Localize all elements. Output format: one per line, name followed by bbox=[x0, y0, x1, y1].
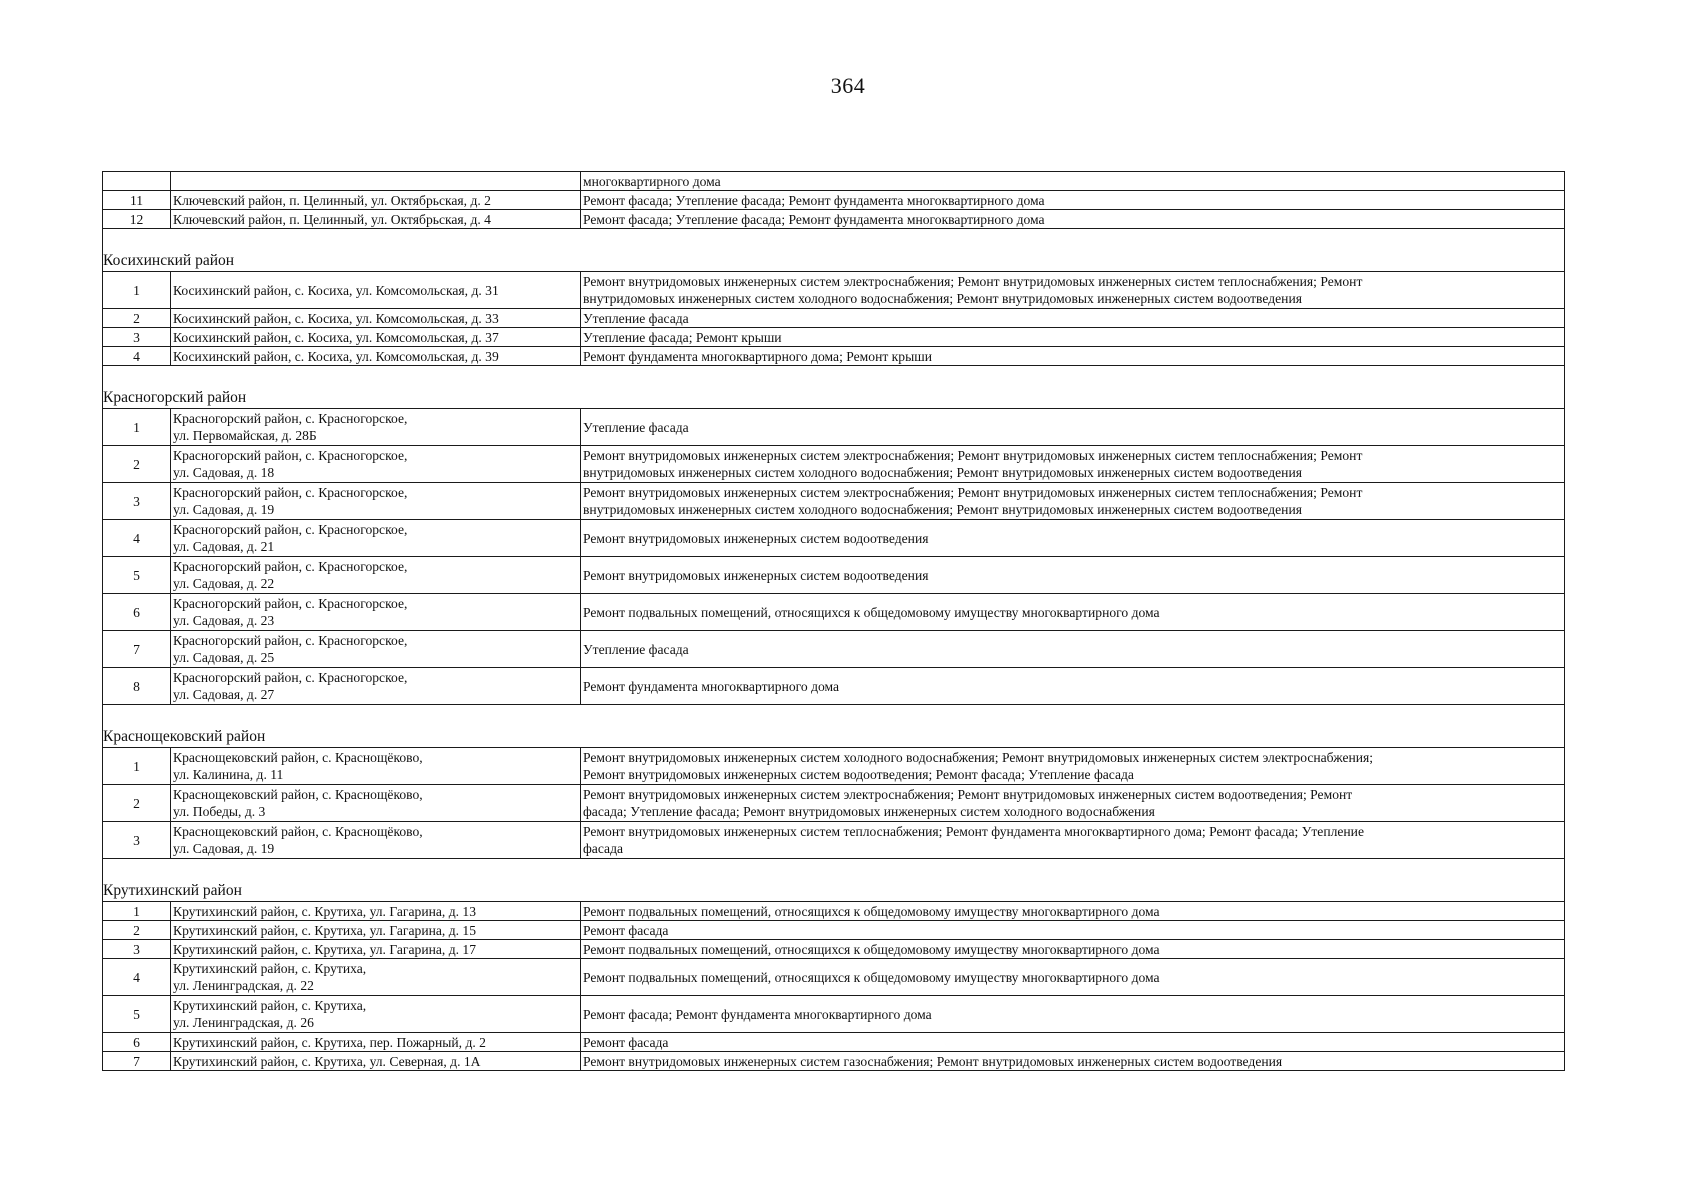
section-title: Краснощековский район bbox=[103, 728, 266, 745]
address-line: Красногорский район, с. Красногорское, bbox=[173, 448, 408, 463]
row-number-cell: 12 bbox=[103, 210, 171, 229]
row-number-cell: 2 bbox=[103, 785, 171, 822]
row-number-cell: 1 bbox=[103, 902, 171, 921]
address-line: Краснощековский район, с. Краснощёково, bbox=[173, 787, 423, 802]
address-cell bbox=[171, 631, 581, 668]
work-cell bbox=[581, 959, 1565, 996]
table-row bbox=[103, 822, 1565, 859]
address-line: Крутихинский район, с. Крутиха, bbox=[173, 998, 367, 1013]
address-line: Краснощековский район, с. Краснощёково, bbox=[173, 750, 423, 765]
table-row bbox=[103, 483, 1565, 520]
table-row bbox=[103, 668, 1565, 705]
table-row bbox=[103, 309, 1565, 328]
address-line: Красногорский район, с. Красногорское, bbox=[173, 411, 408, 426]
table-row bbox=[103, 272, 1565, 309]
work-line: внутридомовых инженерных систем холодного водоснабжения; Ремонт внутридомовых инженерных систем водоотведения bbox=[583, 502, 1302, 517]
address-line: ул. Первомайская, д. 28Б bbox=[173, 428, 317, 443]
row-number-cell: 7 bbox=[103, 1052, 171, 1071]
work-cell bbox=[581, 668, 1565, 705]
work-line: Утепление фасада; Ремонт крыши bbox=[583, 329, 782, 345]
row-number-cell bbox=[103, 172, 171, 191]
address-line: Ключевский район, п. Целинный, ул. Октябрьская, д. 2 bbox=[173, 192, 491, 208]
address-line: Крутихинский район, с. Крутиха, ул. Гагарина, д. 13 bbox=[173, 903, 477, 919]
address-cell bbox=[171, 191, 581, 210]
address-line: ул. Садовая, д. 23 bbox=[173, 613, 275, 628]
work-line: Ремонт фасада bbox=[583, 1034, 669, 1050]
row-number-cell: 3 bbox=[103, 483, 171, 520]
row-number-cell: 1 bbox=[103, 409, 171, 446]
section-title: Красногорский район bbox=[103, 389, 247, 406]
table-row bbox=[103, 191, 1565, 210]
table-row bbox=[103, 520, 1565, 557]
row-number-cell: 11 bbox=[103, 191, 171, 210]
address-cell bbox=[171, 996, 581, 1033]
work-cell bbox=[581, 748, 1565, 785]
table-body bbox=[103, 172, 1565, 1071]
work-line: Ремонт внутридомовых инженерных систем газоснабжения; Ремонт внутридомовых инженерных систем водоотведения bbox=[583, 1053, 1283, 1069]
address-line: Крутихинский район, с. Крутиха, bbox=[173, 961, 367, 976]
table-row bbox=[103, 347, 1565, 366]
table-row bbox=[103, 594, 1565, 631]
row-number-cell: 8 bbox=[103, 668, 171, 705]
address-line: ул. Калинина, д. 11 bbox=[173, 767, 284, 782]
section-header-row bbox=[103, 229, 1565, 272]
address-line: Ключевский район, п. Целинный, ул. Октябрьская, д. 4 bbox=[173, 211, 491, 227]
work-line: Ремонт внутридомовых инженерных систем электроснабжения; Ремонт внутридомовых инженерных систем водоотведения; Ремонт bbox=[583, 787, 1353, 802]
address-cell bbox=[171, 446, 581, 483]
work-cell bbox=[581, 822, 1565, 859]
work-line: Ремонт фундамента многоквартирного дома; Ремонт крыши bbox=[583, 348, 932, 364]
address-line: Краснощековский район, с. Краснощёково, bbox=[173, 824, 423, 839]
address-cell bbox=[171, 785, 581, 822]
work-cell bbox=[581, 594, 1565, 631]
work-line: Ремонт фасада; Утепление фасада; Ремонт фундамента многоквартирного дома bbox=[583, 211, 1045, 227]
table-row bbox=[103, 328, 1565, 347]
address-line: Красногорский район, с. Красногорское, bbox=[173, 559, 408, 574]
work-line: Ремонт подвальных помещений, относящихся к общедомовому имуществу многоквартирного дома bbox=[583, 941, 1160, 957]
work-line: фасада bbox=[583, 841, 624, 856]
address-line: Крутихинский район, с. Крутиха, ул. Северная, д. 1А bbox=[173, 1053, 481, 1069]
address-line: ул. Садовая, д. 25 bbox=[173, 650, 275, 665]
work-cell bbox=[581, 272, 1565, 309]
address-line: ул. Садовая, д. 19 bbox=[173, 841, 275, 856]
page-number: 364 bbox=[830, 73, 866, 98]
address-line: ул. Садовая, д. 22 bbox=[173, 576, 275, 591]
address-line: Косихинский район, с. Косиха, ул. Комсомольская, д. 33 bbox=[173, 310, 499, 326]
address-line: ул. Ленинградская, д. 26 bbox=[173, 1015, 314, 1030]
section-title: Крутихинский район bbox=[103, 882, 242, 899]
address-cell bbox=[171, 822, 581, 859]
work-line: Ремонт фасада bbox=[583, 922, 669, 938]
row-number-cell: 6 bbox=[103, 1033, 171, 1052]
row-number-cell: 3 bbox=[103, 940, 171, 959]
address-cell bbox=[171, 959, 581, 996]
row-number-cell: 6 bbox=[103, 594, 171, 631]
work-cell bbox=[581, 631, 1565, 668]
row-number-cell: 2 bbox=[103, 921, 171, 940]
work-line: Ремонт подвальных помещений, относящихся к общедомовому имуществу многоквартирного дома bbox=[583, 969, 1160, 985]
section-header-cell bbox=[103, 859, 1565, 902]
table-row bbox=[103, 210, 1565, 229]
address-line: Красногорский район, с. Красногорское, bbox=[173, 596, 408, 611]
row-number-cell: 5 bbox=[103, 557, 171, 594]
table-row bbox=[103, 557, 1565, 594]
address-cell bbox=[171, 1052, 581, 1071]
address-line: Красногорский район, с. Красногорское, bbox=[173, 670, 408, 685]
address-cell bbox=[171, 309, 581, 328]
address-line: Косихинский район, с. Косиха, ул. Комсомольская, д. 37 bbox=[173, 329, 499, 345]
address-cell bbox=[171, 921, 581, 940]
address-cell bbox=[171, 347, 581, 366]
work-line: Ремонт внутридомовых инженерных систем водоотведения; Ремонт фасада; Утепление фасада bbox=[583, 767, 1134, 782]
row-number-cell: 3 bbox=[103, 328, 171, 347]
work-line: Утепление фасада bbox=[583, 419, 689, 435]
table-row bbox=[103, 996, 1565, 1033]
work-line: Ремонт внутридомовых инженерных систем водоотведения bbox=[583, 530, 929, 546]
address-cell bbox=[171, 328, 581, 347]
address-cell bbox=[171, 748, 581, 785]
row-number-cell: 4 bbox=[103, 347, 171, 366]
section-header-row bbox=[103, 705, 1565, 748]
work-cell bbox=[581, 347, 1565, 366]
address-line: Косихинский район, с. Косиха, ул. Комсомольская, д. 31 bbox=[173, 282, 499, 298]
address-line: Красногорский район, с. Красногорское, bbox=[173, 633, 408, 648]
work-line: Ремонт внутридомовых инженерных систем теплоснабжения; Ремонт фундамента многоквартирного дома; Ремонт фасада; Утепление bbox=[583, 824, 1364, 839]
work-cell bbox=[581, 1052, 1565, 1071]
address-cell bbox=[171, 409, 581, 446]
work-line: Ремонт внутридомовых инженерных систем электроснабжения; Ремонт внутридомовых инженерных систем теплоснабжения; Ремонт bbox=[583, 485, 1363, 500]
table-row bbox=[103, 940, 1565, 959]
address-cell bbox=[171, 272, 581, 309]
table-row bbox=[103, 1052, 1565, 1071]
row-number-cell: 5 bbox=[103, 996, 171, 1033]
work-line: Ремонт фасада; Утепление фасада; Ремонт фундамента многоквартирного дома bbox=[583, 192, 1045, 208]
row-number-cell: 2 bbox=[103, 309, 171, 328]
section-header-cell bbox=[103, 366, 1565, 409]
table-row bbox=[103, 902, 1565, 921]
address-line: ул. Садовая, д. 19 bbox=[173, 502, 275, 517]
continuation-row bbox=[103, 172, 1565, 191]
address-line: Крутихинский район, с. Крутиха, ул. Гагарина, д. 15 bbox=[173, 922, 477, 938]
work-cell bbox=[581, 409, 1565, 446]
table-row bbox=[103, 748, 1565, 785]
work-cell bbox=[581, 210, 1565, 229]
address-line: Красногорский район, с. Красногорское, bbox=[173, 522, 408, 537]
work-line: Ремонт фундамента многоквартирного дома bbox=[583, 678, 840, 694]
work-cell bbox=[581, 328, 1565, 347]
row-number-cell: 7 bbox=[103, 631, 171, 668]
row-number-cell: 4 bbox=[103, 959, 171, 996]
row-number-cell: 1 bbox=[103, 748, 171, 785]
work-line: Ремонт фасада; Ремонт фундамента многоквартирного дома bbox=[583, 1006, 932, 1022]
table-row bbox=[103, 921, 1565, 940]
row-number-cell: 4 bbox=[103, 520, 171, 557]
section-header-cell bbox=[103, 229, 1565, 272]
work-cell bbox=[581, 921, 1565, 940]
address-cell bbox=[171, 483, 581, 520]
address-line: ул. Садовая, д. 18 bbox=[173, 465, 275, 480]
table-row bbox=[103, 631, 1565, 668]
work-line: Ремонт подвальных помещений, относящихся к общедомовому имуществу многоквартирного дома bbox=[583, 903, 1160, 919]
address-line: ул. Садовая, д. 27 bbox=[173, 687, 275, 702]
table-row bbox=[103, 1033, 1565, 1052]
work-cell bbox=[581, 309, 1565, 328]
work-line: фасада; Утепление фасада; Ремонт внутридомовых инженерных систем холодного водоснабжения bbox=[583, 804, 1155, 819]
address-line: Косихинский район, с. Косиха, ул. Комсомольская, д. 39 bbox=[173, 348, 499, 364]
work-line: Ремонт внутридомовых инженерных систем электроснабжения; Ремонт внутридомовых инженерных систем теплоснабжения; Ремонт bbox=[583, 448, 1363, 463]
work-cell bbox=[581, 483, 1565, 520]
work-cell bbox=[581, 1033, 1565, 1052]
work-cell bbox=[581, 996, 1565, 1033]
address-cell bbox=[171, 668, 581, 705]
work-cell bbox=[581, 191, 1565, 210]
address-cell bbox=[171, 902, 581, 921]
address-line: Крутихинский район, с. Крутиха, ул. Гагарина, д. 17 bbox=[173, 941, 477, 957]
section-header-row bbox=[103, 366, 1565, 409]
work-cell bbox=[581, 446, 1565, 483]
section-header-cell bbox=[103, 705, 1565, 748]
row-number-cell: 3 bbox=[103, 822, 171, 859]
address-cell bbox=[171, 1033, 581, 1052]
repair-program-table bbox=[102, 171, 1565, 1071]
work-cell bbox=[581, 557, 1565, 594]
table-row bbox=[103, 409, 1565, 446]
address-line: ул. Садовая, д. 21 bbox=[173, 539, 275, 554]
address-cell bbox=[171, 520, 581, 557]
work-cell bbox=[581, 940, 1565, 959]
address-cell bbox=[171, 940, 581, 959]
address-line: ул. Победы, д. 3 bbox=[173, 804, 266, 819]
work-line: внутридомовых инженерных систем холодного водоснабжения; Ремонт внутридомовых инженерных систем водоотведения bbox=[583, 291, 1302, 306]
table-row bbox=[103, 446, 1565, 483]
work-cell bbox=[581, 520, 1565, 557]
address-cell bbox=[171, 594, 581, 631]
work-cell: многоквартирного дома bbox=[581, 172, 1565, 191]
row-number-cell: 2 bbox=[103, 446, 171, 483]
work-line: Ремонт внутридомовых инженерных систем электроснабжения; Ремонт внутридомовых инженерных систем теплоснабжения; Ремонт bbox=[583, 274, 1363, 289]
address-cell bbox=[171, 210, 581, 229]
table-row bbox=[103, 785, 1565, 822]
address-line: ул. Ленинградская, д. 22 bbox=[173, 978, 314, 993]
work-line: Утепление фасада bbox=[583, 641, 689, 657]
section-title: Косихинский район bbox=[103, 252, 235, 269]
work-cell bbox=[581, 785, 1565, 822]
address-cell bbox=[171, 557, 581, 594]
table-row bbox=[103, 959, 1565, 996]
row-number-cell: 1 bbox=[103, 272, 171, 309]
work-line: Ремонт подвальных помещений, относящихся к общедомовому имуществу многоквартирного дома bbox=[583, 604, 1160, 620]
address-line: Красногорский район, с. Красногорское, bbox=[173, 485, 408, 500]
work-cell bbox=[581, 902, 1565, 921]
work-line: Ремонт внутридомовых инженерных систем водоотведения bbox=[583, 567, 929, 583]
section-header-row bbox=[103, 859, 1565, 902]
work-line: внутридомовых инженерных систем холодного водоснабжения; Ремонт внутридомовых инженерных систем водоотведения bbox=[583, 465, 1302, 480]
address-cell bbox=[171, 172, 581, 191]
work-line: Утепление фасада bbox=[583, 310, 689, 326]
work-line: Ремонт внутридомовых инженерных систем холодного водоснабжения; Ремонт внутридомовых инженерных систем электроснабжения; bbox=[583, 750, 1374, 765]
address-line: Крутихинский район, с. Крутиха, пер. Пожарный, д. 2 bbox=[173, 1034, 486, 1050]
